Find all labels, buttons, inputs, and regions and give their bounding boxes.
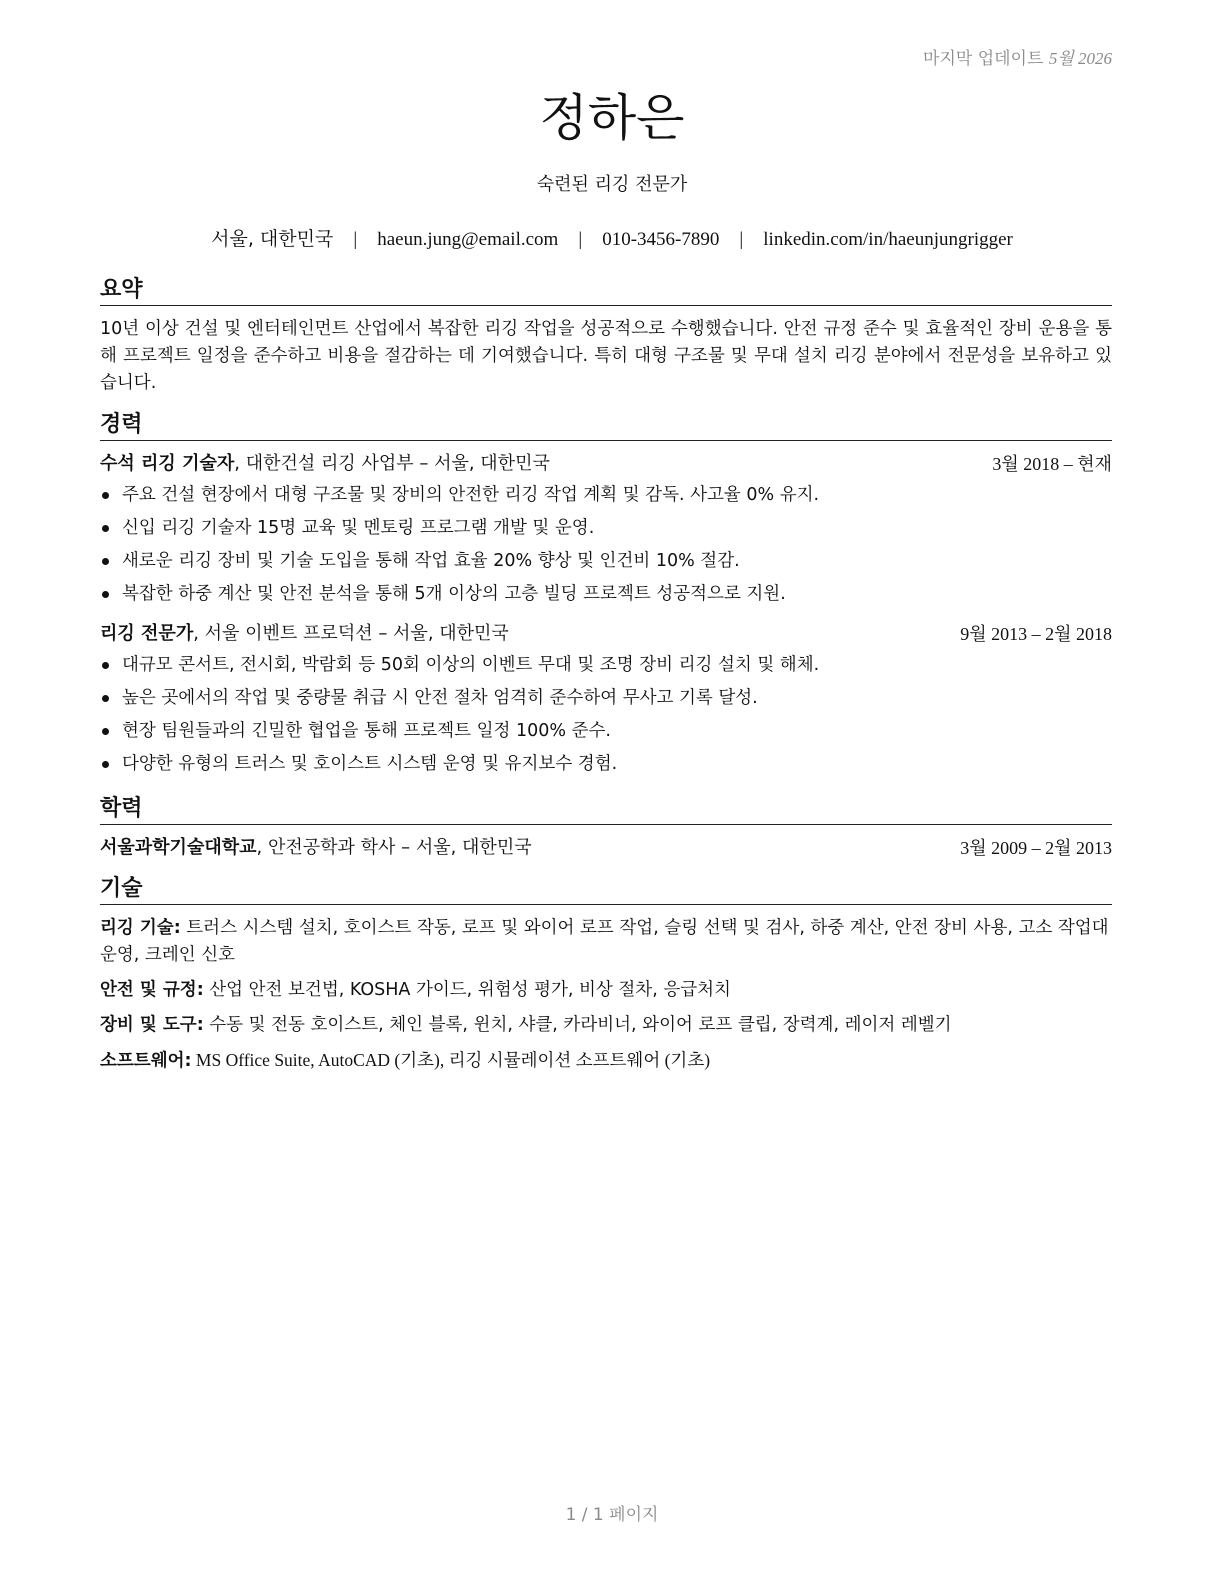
bullet-item (100, 715, 1112, 748)
section-title-experience: 경력 (100, 411, 1112, 441)
last-updated-date: 5월 2026 (1048, 49, 1112, 68)
skill-label: 소프트웨어: (100, 1051, 192, 1071)
skill-row (100, 977, 1112, 1004)
contact-line (0, 224, 1224, 251)
bullet-dot-icon (102, 591, 109, 598)
bullet-item (100, 512, 1112, 545)
skills-section (100, 875, 1112, 1075)
experience-section (100, 411, 1112, 781)
bullet-text: 대규모 콘서트, 전시회, 박람회 등 50회 이상의 이벤트 무대 및 조명 장비 리깅 설치 및 해체. (122, 655, 820, 675)
job-title-line (100, 621, 509, 647)
bullet-item (100, 682, 1112, 715)
contact-separator: | (353, 229, 358, 250)
job-organization: , 서울 이벤트 프로덕션 – 서울, 대한민국 (193, 623, 509, 644)
education-line (100, 835, 532, 861)
bullet-text: 높은 곳에서의 작업 및 중량물 취급 시 안전 절차 엄격히 준수하여 무사고 기록 달성. (122, 688, 758, 708)
bullet-text: 새로운 리깅 장비 및 기술 도입을 통해 작업 효율 20% 향상 및 인건비 10% 절감. (122, 551, 740, 571)
section-title-skills: 기술 (100, 875, 1112, 905)
resume-content (100, 276, 1112, 1089)
bullet-item (100, 649, 1112, 682)
bullet-item (100, 748, 1112, 781)
skill-text: 산업 안전 보건법, KOSHA 가이드, 위험성 평가, 비상 절차, 응급처치 (203, 980, 731, 1000)
education-section (100, 795, 1112, 861)
education-entry (100, 835, 1112, 861)
job-header (100, 451, 1112, 477)
last-updated-label: 마지막 업데이트 (923, 49, 1044, 69)
section-title-summary: 요약 (100, 276, 1112, 306)
job-role: 수석 리깅 기술자 (100, 453, 235, 474)
job-bullets (100, 649, 1112, 781)
job-title-line (100, 451, 550, 477)
bullet-dot-icon (102, 695, 109, 702)
contact-phone[interactable]: 010-3456-7890 (602, 229, 720, 250)
skill-label: 리깅 기술: (100, 918, 181, 938)
summary-text: 10년 이상 건설 및 엔터테인먼트 산업에서 복잡한 리깅 작업을 성공적으로 수행했습니다. 안전 규정 준수 및 효율적인 장비 운용을 통해 프로젝트 일정을 준수하고 비용을 절감하는 데 기여했습니다. 특히 대형 구조물 및 무대 설치 리깅 분야에서 전문성을 보유하고 있습니다. (100, 319, 1112, 393)
last-updated (923, 44, 1112, 69)
skill-row (100, 1047, 1112, 1075)
skill-row (100, 915, 1112, 969)
job-entry (100, 451, 1112, 611)
education-dates: 3월 2009 – 2월 2013 (960, 838, 1112, 858)
bullet-dot-icon (102, 558, 109, 565)
skill-text: 수동 및 전동 호이스트, 체인 블록, 윈치, 샤클, 카라비너, 와이어 로프 클립, 장력계, 레이저 레벨기 (203, 1015, 952, 1035)
summary-section (100, 276, 1112, 397)
bullet-text: 복잡한 하중 계산 및 안전 분석을 통해 5개 이상의 고층 빌딩 프로젝트 성공적으로 지원. (122, 584, 786, 604)
job-entry (100, 621, 1112, 781)
skill-label: 안전 및 규정: (100, 980, 204, 1000)
skill-row (100, 1012, 1112, 1039)
page-number: 1 / 1 페이지 (565, 1505, 659, 1525)
bullet-dot-icon (102, 728, 109, 735)
bullet-item (100, 545, 1112, 578)
bullet-text: 주요 건설 현장에서 대형 구조물 및 장비의 안전한 리깅 작업 계획 및 감독. 사고율 0% 유지. (122, 485, 820, 505)
skill-label: 장비 및 도구: (100, 1015, 204, 1035)
bullet-item (100, 479, 1112, 512)
job-header (100, 621, 1112, 647)
bullet-text: 현장 팀원들과의 긴밀한 협업을 통해 프로젝트 일정 100% 준수. (122, 721, 611, 741)
job-bullets (100, 479, 1112, 611)
bullet-dot-icon (102, 662, 109, 669)
job-dates: 9월 2013 – 2월 2018 (960, 624, 1112, 644)
education-detail: , 안전공학과 학사 – 서울, 대한민국 (256, 837, 532, 858)
skill-text: MS Office Suite, AutoCAD (기초), 리깅 시뮬레이션 소프트웨어 (기초) (191, 1050, 711, 1070)
bullet-dot-icon (102, 761, 109, 768)
bullet-dot-icon (102, 525, 109, 532)
bullet-dot-icon (102, 492, 109, 499)
bullet-text: 신입 리깅 기술자 15명 교육 및 멘토링 프로그램 개발 및 운영. (122, 518, 595, 538)
job-organization: , 대한건설 리깅 사업부 – 서울, 대한민국 (234, 453, 550, 474)
candidate-tagline: 숙련된 리깅 전문가 (536, 174, 688, 195)
contact-separator: | (739, 229, 744, 250)
contact-linkedin[interactable]: linkedin.com/in/haeunjungrigger (763, 229, 1013, 250)
section-title-education: 학력 (100, 795, 1112, 825)
job-dates: 3월 2018 – 현재 (992, 454, 1112, 474)
candidate-name: 정하은 (539, 89, 685, 147)
contact-email[interactable]: haeun.jung@email.com (377, 229, 559, 250)
education-school: 서울과학기술대학교 (100, 837, 257, 858)
job-role: 리깅 전문가 (100, 623, 194, 644)
skill-text: 트러스 시스템 설치, 호이스트 작동, 로프 및 와이어 로프 작업, 슬링 선택 및 검사, 하중 계산, 안전 장비 사용, 고소 작업대 운영, 크레인 신호 (100, 918, 1109, 965)
contact-separator: | (578, 229, 583, 250)
bullet-item (100, 578, 1112, 611)
contact-location: 서울, 대한민국 (211, 228, 334, 250)
bullet-text: 다양한 유형의 트러스 및 호이스트 시스템 운영 및 유지보수 경험. (122, 754, 618, 774)
